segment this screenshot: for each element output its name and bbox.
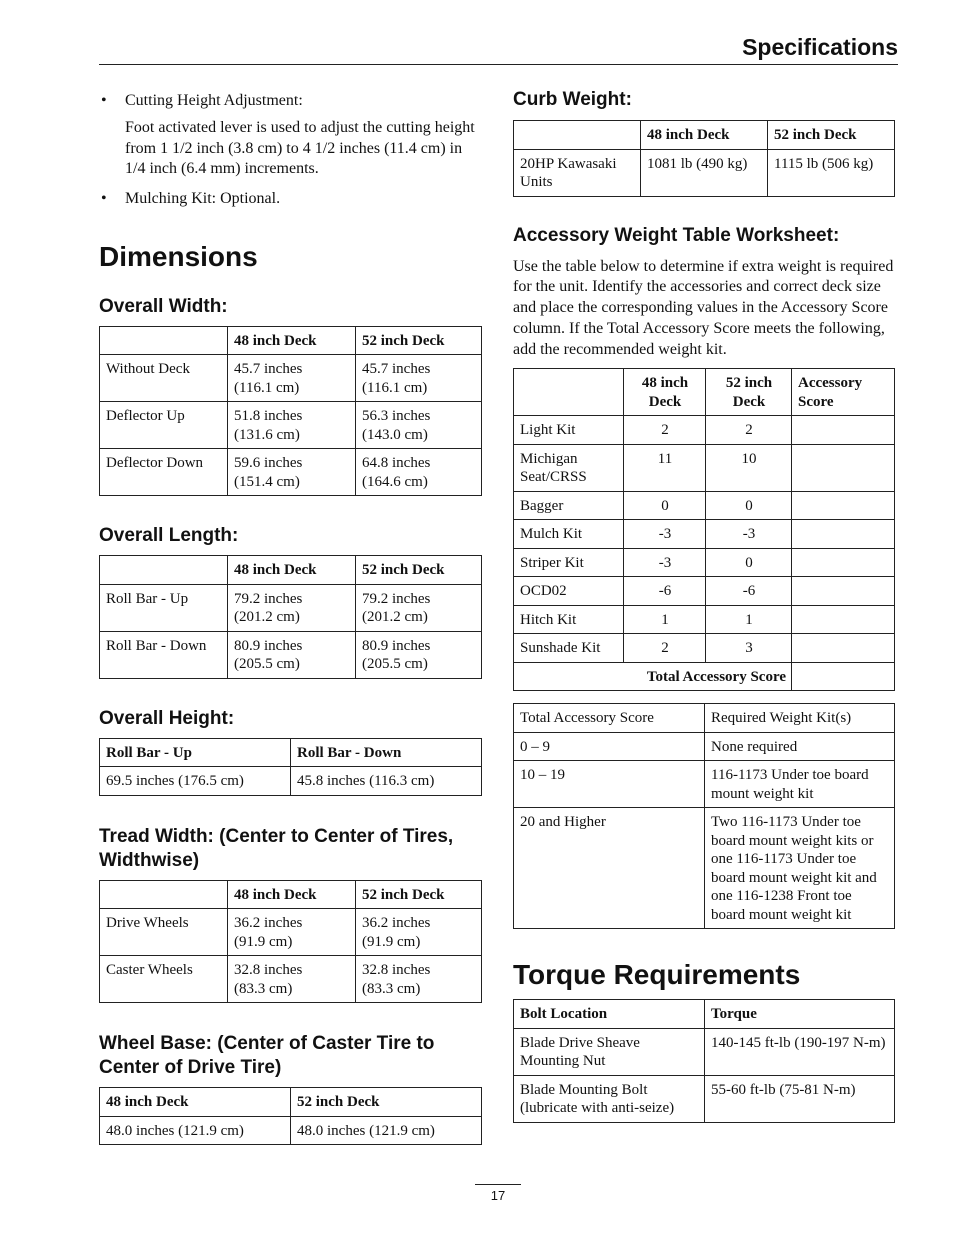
table-row [514, 634, 895, 663]
table-cell: 1 [624, 605, 706, 634]
table-cell: Drive Wheels [100, 909, 228, 956]
table-header-cell: Roll Bar - Up [100, 738, 291, 767]
table-cell: Two 116-1173 Under toe board mount weight kits or one 116-1173 Under toe board mount weight kit and one 116-1238 Front toe board mount weight kit [705, 808, 895, 929]
table-header-row [514, 121, 895, 150]
dimensions-heading: Dimensions [99, 240, 258, 272]
table-cell: 32.8 inches (83.3 cm) [356, 956, 482, 1003]
table-row [514, 1075, 895, 1122]
table-header-row [100, 1088, 482, 1117]
table-header-cell: Total Accessory Score [514, 704, 705, 733]
weight-kit-table [513, 703, 895, 929]
table-cell: Deflector Up [100, 402, 228, 449]
torque-table [513, 999, 895, 1123]
curb-weight-heading: Curb Weight: [513, 89, 632, 110]
table-header-cell [100, 880, 228, 909]
accessory-score-cell[interactable] [792, 491, 895, 520]
curb-weight-table [513, 120, 895, 197]
intro-bullets-2 [99, 188, 482, 209]
table-cell: Bagger [514, 491, 624, 520]
table-cell: 20 and Higher [514, 808, 705, 929]
table-cell: 45.7 inches (116.1 cm) [356, 355, 482, 402]
accessory-score-cell[interactable] [792, 548, 895, 577]
table-row [100, 767, 482, 796]
accessory-score-cell[interactable] [792, 605, 895, 634]
table-cell: 59.6 inches (151.4 cm) [228, 449, 356, 496]
accessory-score-cell[interactable] [792, 577, 895, 606]
table-row [514, 491, 895, 520]
table-cell: Hitch Kit [514, 605, 624, 634]
left-column [99, 90, 482, 1145]
table-cell: 10 – 19 [514, 761, 705, 808]
table-cell: -3 [624, 548, 706, 577]
table-header-cell: 52 inch Deck [356, 326, 482, 355]
table-header-cell: Torque [705, 1000, 895, 1029]
overall-width-heading: Overall Width: [99, 295, 228, 317]
table-cell: 36.2 inches (91.9 cm) [356, 909, 482, 956]
table-row [100, 355, 482, 402]
table-cell: Blade Mounting Bolt (lubricate with anti-seize) [514, 1075, 705, 1122]
table-cell: 69.5 inches (176.5 cm) [100, 767, 291, 796]
table-cell: 45.7 inches (116.1 cm) [228, 355, 356, 402]
table-header-cell: 48 inch Deck [228, 880, 356, 909]
table-cell: Michigan Seat/CRSS [514, 444, 624, 491]
table-cell: Roll Bar - Up [100, 584, 228, 631]
table-cell: 11 [624, 444, 706, 491]
table-row [100, 584, 482, 631]
table-row [514, 416, 895, 445]
table-cell: Blade Drive Sheave Mounting Nut [514, 1028, 705, 1075]
table-cell: 0 [624, 491, 706, 520]
table-header-row [100, 326, 482, 355]
table-row [514, 761, 895, 808]
table-cell: Deflector Down [100, 449, 228, 496]
table-header-cell [514, 369, 624, 416]
table-row [514, 444, 895, 491]
table-header-cell [100, 326, 228, 355]
accessory-score-cell[interactable] [792, 520, 895, 549]
table-cell: Striper Kit [514, 548, 624, 577]
table-cell: Caster Wheels [100, 956, 228, 1003]
table-cell: 1081 lb (490 kg) [641, 149, 768, 196]
table-cell: 0 [706, 491, 792, 520]
table-header-cell: Required Weight Kit(s) [705, 704, 895, 733]
table-cell: 0 [706, 548, 792, 577]
table-cell: 2 [624, 634, 706, 663]
table-cell: 45.8 inches (116.3 cm) [291, 767, 482, 796]
overall-length-table [99, 555, 482, 679]
table-row [514, 520, 895, 549]
table-header-cell: Bolt Location [514, 1000, 705, 1029]
table-cell: -6 [706, 577, 792, 606]
table-header-row [514, 704, 895, 733]
table-cell: 2 [706, 416, 792, 445]
overall-height-heading: Overall Height: [99, 707, 235, 729]
accessory-score-cell[interactable] [792, 634, 895, 663]
table-row [514, 605, 895, 634]
table-cell: -3 [706, 520, 792, 549]
table-header-cell [514, 121, 641, 150]
table-row [100, 631, 482, 678]
bullet-cutting-height: • Cutting Height Adjustment: [99, 90, 482, 111]
table-row [514, 1028, 895, 1075]
table-cell: Sunshade Kit [514, 634, 624, 663]
table-cell: 32.8 inches (83.3 cm) [228, 956, 356, 1003]
tread-width-heading: Tread Width: (Center to Center of Tires, Widthwise) [99, 825, 454, 871]
right-column [513, 88, 895, 1123]
table-row [100, 1116, 482, 1145]
table-cell: 64.8 inches (164.6 cm) [356, 449, 482, 496]
table-cell: None required [705, 732, 895, 761]
table-row [514, 808, 895, 929]
table-header-cell: 48 inch Deck [228, 326, 356, 355]
table-cell: 48.0 inches (121.9 cm) [291, 1116, 482, 1145]
tread-width-table [99, 880, 482, 1004]
table-cell: 116-1173 Under toe board mount weight kit [705, 761, 895, 808]
table-header-cell: 52 inch Deck [356, 880, 482, 909]
table-header-row [514, 1000, 895, 1029]
table-cell: 3 [706, 634, 792, 663]
table-header-row [100, 556, 482, 585]
table-row [514, 732, 895, 761]
table-header-row [100, 880, 482, 909]
table-cell: 1 [706, 605, 792, 634]
table-header-row [100, 738, 482, 767]
table-cell: 20HP Kawasaki Units [514, 149, 641, 196]
table-header-cell: 48 inch Deck [228, 556, 356, 585]
accessory-weight-table [513, 368, 895, 691]
table-cell: 1115 lb (506 kg) [768, 149, 895, 196]
table-row [100, 956, 482, 1003]
table-cell: 79.2 inches (201.2 cm) [228, 584, 356, 631]
accessory-score-cell[interactable] [792, 444, 895, 491]
table-cell: 0 – 9 [514, 732, 705, 761]
table-cell: 55-60 ft-lb (75-81 N-m) [705, 1075, 895, 1122]
table-cell: Light Kit [514, 416, 624, 445]
overall-height-table [99, 738, 482, 796]
accessory-instructions: Use the table below to determine if extra weight is required for the unit. Identify the accessories and correct deck size and place the corresponding values in the Accessory Score column. If the Total Accessory Score meets the following, add the recommended weight kit. [513, 257, 894, 358]
table-cell: 51.8 inches (131.6 cm) [228, 402, 356, 449]
table-cell: 10 [706, 444, 792, 491]
table-cell: 80.9 inches (205.5 cm) [356, 631, 482, 678]
table-cell: 79.2 inches (201.2 cm) [356, 584, 482, 631]
table-cell: Mulch Kit [514, 520, 624, 549]
total-accessory-score-cell[interactable] [792, 662, 895, 691]
table-cell: 140-145 ft-lb (190-197 N-m) [705, 1028, 895, 1075]
bullet-mulching-kit: • Mulching Kit: Optional. [99, 188, 482, 209]
table-row [514, 548, 895, 577]
table-cell: -3 [624, 520, 706, 549]
page-header-title: Specifications [742, 34, 898, 60]
table-row [100, 909, 482, 956]
table-header-cell: Roll Bar - Down [291, 738, 482, 767]
table-cell: 56.3 inches (143.0 cm) [356, 402, 482, 449]
table-header-row [514, 369, 895, 416]
torque-requirements-heading: Torque Requirements [513, 959, 801, 991]
table-cell: Without Deck [100, 355, 228, 402]
cutting-height-detail: Foot activated lever is used to adjust the cutting height from 1 1/2 inch (3.8 cm) to 4 1/2 inches (11.4 cm) in 1/4 inch (6.4 mm) increments. [125, 119, 475, 177]
table-header-cell: 48 inch Deck [641, 121, 768, 150]
page-number: 17 [475, 1184, 521, 1203]
table-row [514, 577, 895, 606]
table-header-cell: Accessory Score [792, 369, 895, 416]
accessory-weight-heading: Accessory Weight Table Worksheet: [513, 224, 840, 246]
table-cell: 80.9 inches (205.5 cm) [228, 631, 356, 678]
table-cell: Roll Bar - Down [100, 631, 228, 678]
header-rule [99, 64, 898, 65]
table-row [100, 449, 482, 496]
table-cell: 2 [624, 416, 706, 445]
wheel-base-heading: Wheel Base: (Center of Caster Tire to Center of Drive Tire) [99, 1033, 435, 1078]
accessory-score-cell[interactable] [792, 416, 895, 445]
table-cell: 36.2 inches (91.9 cm) [228, 909, 356, 956]
intro-bullets [99, 90, 482, 111]
table-header-cell: 52 inch Deck [356, 556, 482, 585]
table-total-row [514, 662, 895, 691]
table-header-cell: 52 inch Deck [768, 121, 895, 150]
table-header-cell: 52 inch Deck [291, 1088, 482, 1117]
wheel-base-table [99, 1087, 482, 1145]
overall-width-table [99, 326, 482, 497]
table-header-cell: 48 inch Deck [100, 1088, 291, 1117]
table-cell: OCD02 [514, 577, 624, 606]
table-header-cell: 52 inch Deck [706, 369, 792, 416]
table-row [100, 402, 482, 449]
table-header-cell [100, 556, 228, 585]
table-cell: -6 [624, 577, 706, 606]
total-accessory-score-label: Total Accessory Score [514, 662, 792, 691]
table-row [514, 149, 895, 196]
table-cell: 48.0 inches (121.9 cm) [100, 1116, 291, 1145]
table-header-cell: 48 inch Deck [624, 369, 706, 416]
overall-length-heading: Overall Length: [99, 525, 239, 546]
